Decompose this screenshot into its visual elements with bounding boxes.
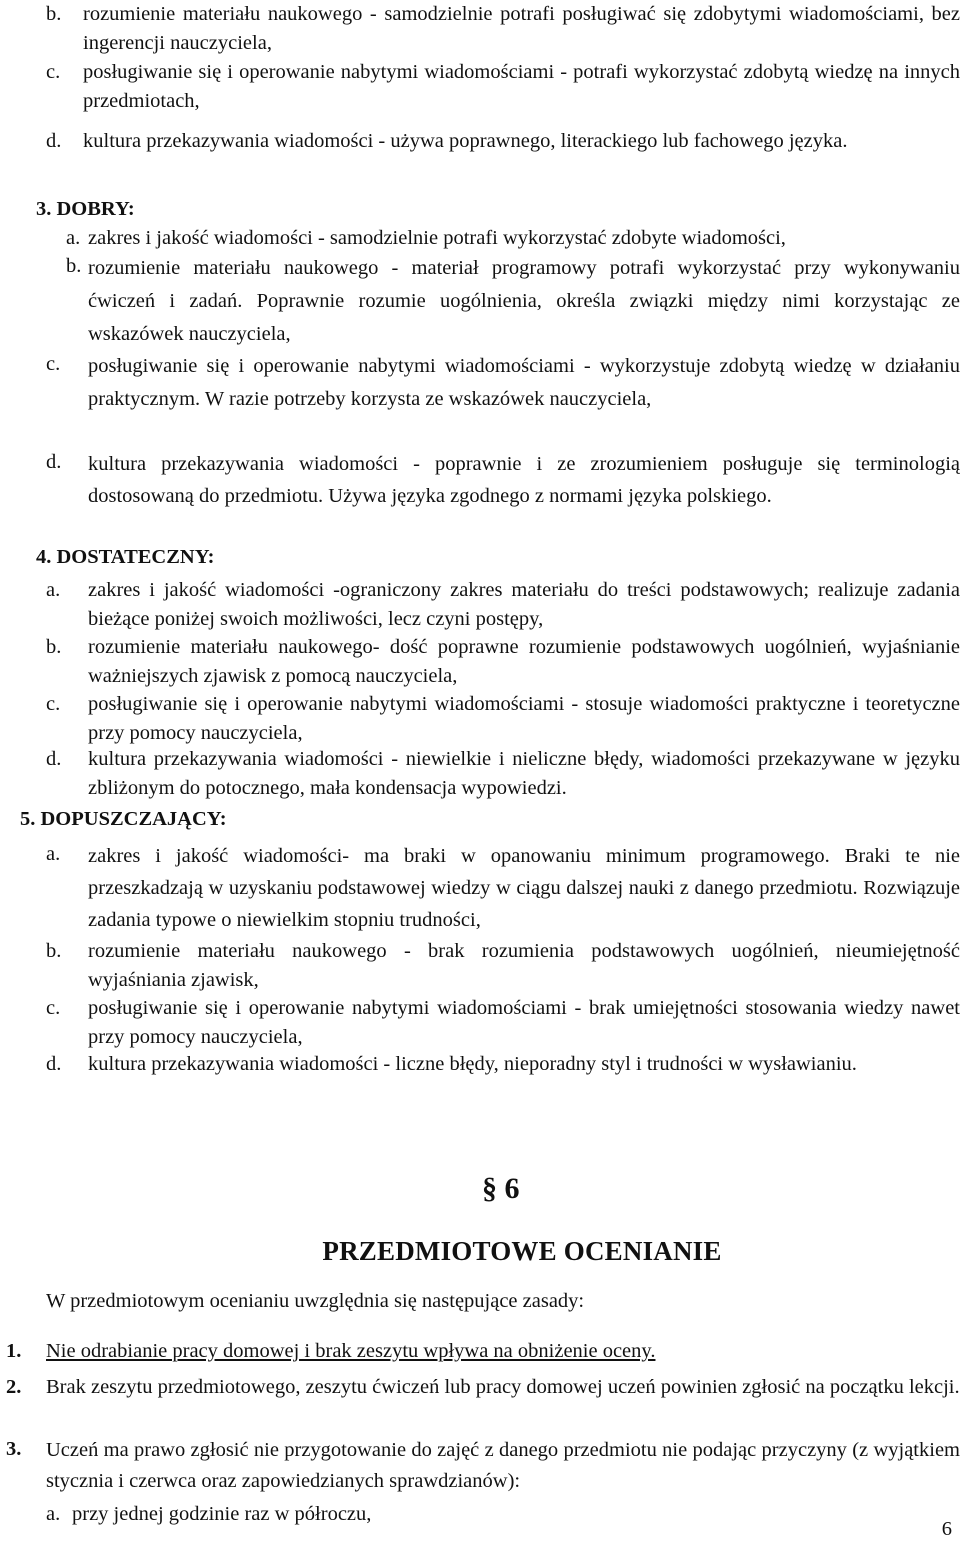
item-letter: b. — [66, 255, 82, 277]
item-letter: b. — [46, 636, 62, 658]
item-letter: c. — [46, 353, 61, 375]
item-text: zakres i jakość wiadomości- ma braki w opanowaniu minimum programowego. Braki te nie przeszkadzają w uzyskaniu podstawowej wiedzy w ciągu dalszej nauki z danego przedmiotu. Rozwiązuje zadania typowe o niewielkim stopniu trudności, — [88, 845, 960, 931]
item-text: rozumienie materiału naukowego - brak rozumienia podstawowych uogólnień, nieumiejętność wyjaśniania zjawisk, — [88, 940, 960, 991]
item-letter: d. — [46, 451, 62, 473]
grade-heading-dopuszczajacy: 5. DOPUSZCZAJĄCY: — [20, 808, 227, 830]
item-text: kultura przekazywania wiadomości - używa poprawnego, literackiego lub fachowego języka. — [83, 130, 848, 152]
item-letter: a. — [46, 843, 61, 865]
item-letter: b. — [46, 3, 62, 25]
section-title: PRZEDMIOTOWE OCENIANIE — [322, 1236, 722, 1266]
rule-number: 1. — [6, 1340, 22, 1362]
item-letter: c. — [46, 997, 61, 1019]
item-letter: d. — [46, 130, 62, 152]
item-letter: d. — [46, 1053, 62, 1075]
item-text: posługiwanie się i operowanie nabytymi wiadomościami - potrafi wykorzystać zdobytą wiedzę na innych przedmiotach, — [83, 61, 960, 112]
grade-heading-dostateczny: 4. DOSTATECZNY: — [36, 546, 215, 568]
item-text: kultura przekazywania wiadomości - poprawnie i ze zrozumieniem posługuje się terminologią dostosowaną do przedmiotu. Używa języka zgodnego z normami języka polskiego. — [88, 453, 960, 507]
item-letter: b. — [46, 940, 62, 962]
section-intro: W przedmiotowym ocenianiu uwzględnia się następujące zasady: — [46, 1290, 585, 1312]
rule-text: Uczeń ma prawo zgłosić nie przygotowanie do zajęć z danego przedmiotu nie podając przyczyny (z wyjątkiem stycznia i czerwca oraz zapowiedzianych sprawdzianów): — [46, 1439, 960, 1492]
item-letter: a. — [66, 227, 81, 249]
page-number: 6 — [941, 1518, 952, 1540]
paragraph-symbol: § 6 — [482, 1172, 520, 1205]
rule-text: Brak zeszytu przedmiotowego, zeszytu ćwiczeń lub pracy domowej uczeń powinien zgłosić na początku lekcji. — [46, 1376, 960, 1398]
item-text: rozumienie materiału naukowego - materiał programowy potrafi wykorzystać przy wykonywaniu ćwiczeń i zadań. Poprawnie rozumie uogólnienia, określa związki między nimi korzystając ze wskazówek nauczyciela, — [88, 257, 960, 345]
item-letter: c. — [46, 693, 61, 715]
item-text: rozumienie materiału naukowego - samodzielnie potrafi posługiwać się zdobytymi wiadomościami, bez ingerencji nauczyciela, — [83, 3, 960, 54]
item-text: posługiwanie się i operowanie nabytymi wiadomościami - wykorzystuje zdobytą wiedzę w działaniu praktycznym. W razie potrzeby korzysta ze wskazówek nauczyciela, — [88, 355, 960, 410]
sub-rule-letter: a. — [46, 1503, 61, 1525]
rule-number: 3. — [6, 1438, 22, 1460]
sub-rule-text: przy jednej godzinie raz w półroczu, — [72, 1503, 372, 1525]
item-text: posługiwanie się i operowanie nabytymi wiadomościami - stosuje wiadomości praktyczne i teoretyczne przy pomocy nauczyciela, — [88, 693, 960, 744]
rule-text: Nie odrabianie pracy domowej i brak zeszytu wpływa na obniżenie oceny. — [46, 1340, 656, 1362]
item-text: zakres i jakość wiadomości - samodzielnie potrafi wykorzystać zdobyte wiadomości, — [88, 227, 786, 249]
item-text: kultura przekazywania wiadomości - liczne błędy, nieporadny styl i trudności w wysławianiu. — [88, 1053, 857, 1075]
item-letter: c. — [46, 61, 61, 83]
item-text: posługiwanie się i operowanie nabytymi wiadomościami - brak umiejętności stosowania wiedzy nawet przy pomocy nauczyciela, — [88, 997, 960, 1048]
item-text: zakres i jakość wiadomości -ograniczony zakres materiału do treści podstawowych; realizuje zadania bieżące poniżej swoich możliwości, lecz czyni postępy, — [88, 579, 960, 630]
rule-number: 2. — [6, 1376, 22, 1398]
item-letter: d. — [46, 748, 62, 770]
item-letter: a. — [46, 579, 61, 601]
item-text: rozumienie materiału naukowego- dość poprawne rozumienie podstawowych uogólnień, wyjaśnianie ważniejszych zjawisk z pomocą nauczyciela, — [88, 636, 960, 687]
grade-heading-dobry: 3. DOBRY: — [36, 198, 135, 220]
item-text: kultura przekazywania wiadomości - niewielkie i nieliczne błędy, wiadomości przekazywane w języku zbliżonym do potocznego, mała kondensacja wypowiedzi. — [88, 748, 960, 799]
